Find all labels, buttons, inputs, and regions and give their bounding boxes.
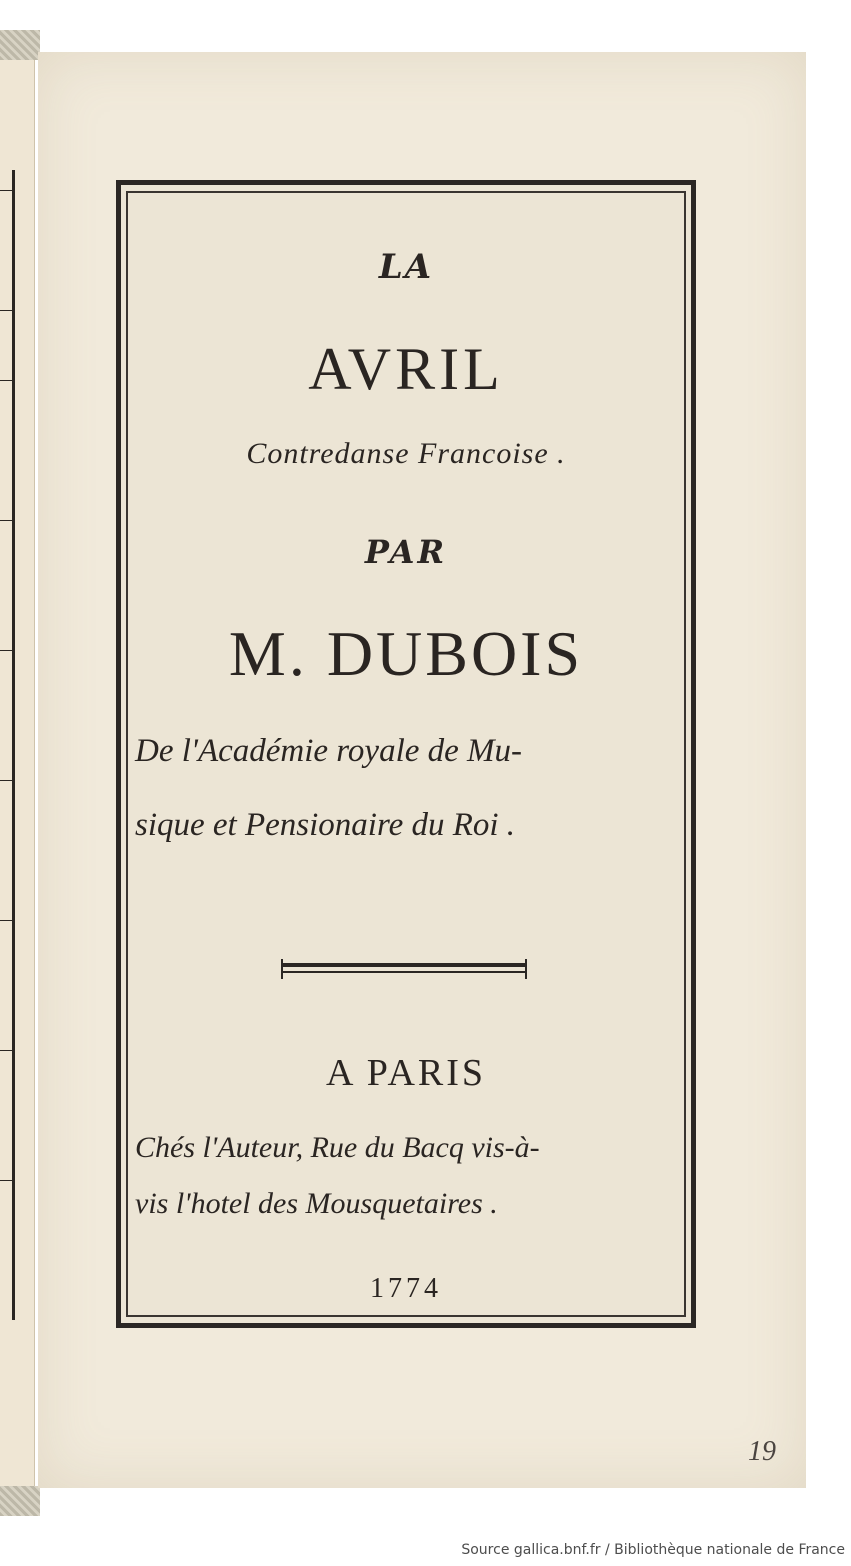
source-attribution: Source gallica.bnf.fr / Bibliothèque nationale de France <box>461 1542 845 1558</box>
author-affiliation-line-2: sique et Pensionaire du Roi . <box>135 807 516 843</box>
adjacent-page-edge <box>0 50 35 1490</box>
adjacent-page-rule <box>12 170 15 1320</box>
publisher-address-line-2: vis l'hotel des Mousquetaires . <box>135 1187 498 1220</box>
adjacent-staff-line <box>0 920 14 921</box>
author-affiliation-line-1: De l'Académie royale de Mu- <box>135 733 523 769</box>
adjacent-staff-line <box>0 650 14 651</box>
folio-number: 19 <box>748 1436 776 1467</box>
publisher-address-line-1: Chés l'Auteur, Rue du Bacq vis-à- <box>135 1131 540 1164</box>
ornamental-divider <box>281 963 527 977</box>
binding-thread <box>0 1486 40 1516</box>
adjacent-staff-line <box>0 380 14 381</box>
adjacent-staff-line <box>0 1050 14 1051</box>
binding-thread <box>0 30 40 60</box>
work-subtitle: Contredanse Francoise . <box>246 437 566 470</box>
author-name: M. DUBOIS <box>228 618 584 689</box>
title-frame <box>116 180 696 1328</box>
by-label: PAR <box>364 533 448 571</box>
publication-place: A PARIS <box>325 1052 487 1094</box>
adjacent-staff-line <box>0 520 14 521</box>
adjacent-staff-line <box>0 190 14 191</box>
adjacent-staff-line <box>0 310 14 311</box>
adjacent-staff-line <box>0 1180 14 1181</box>
adjacent-staff-line <box>0 780 14 781</box>
publication-year: 1774 <box>370 1273 442 1304</box>
title-page <box>38 52 806 1488</box>
article-la: LA <box>378 247 434 287</box>
work-title: AVRIL <box>308 336 504 402</box>
